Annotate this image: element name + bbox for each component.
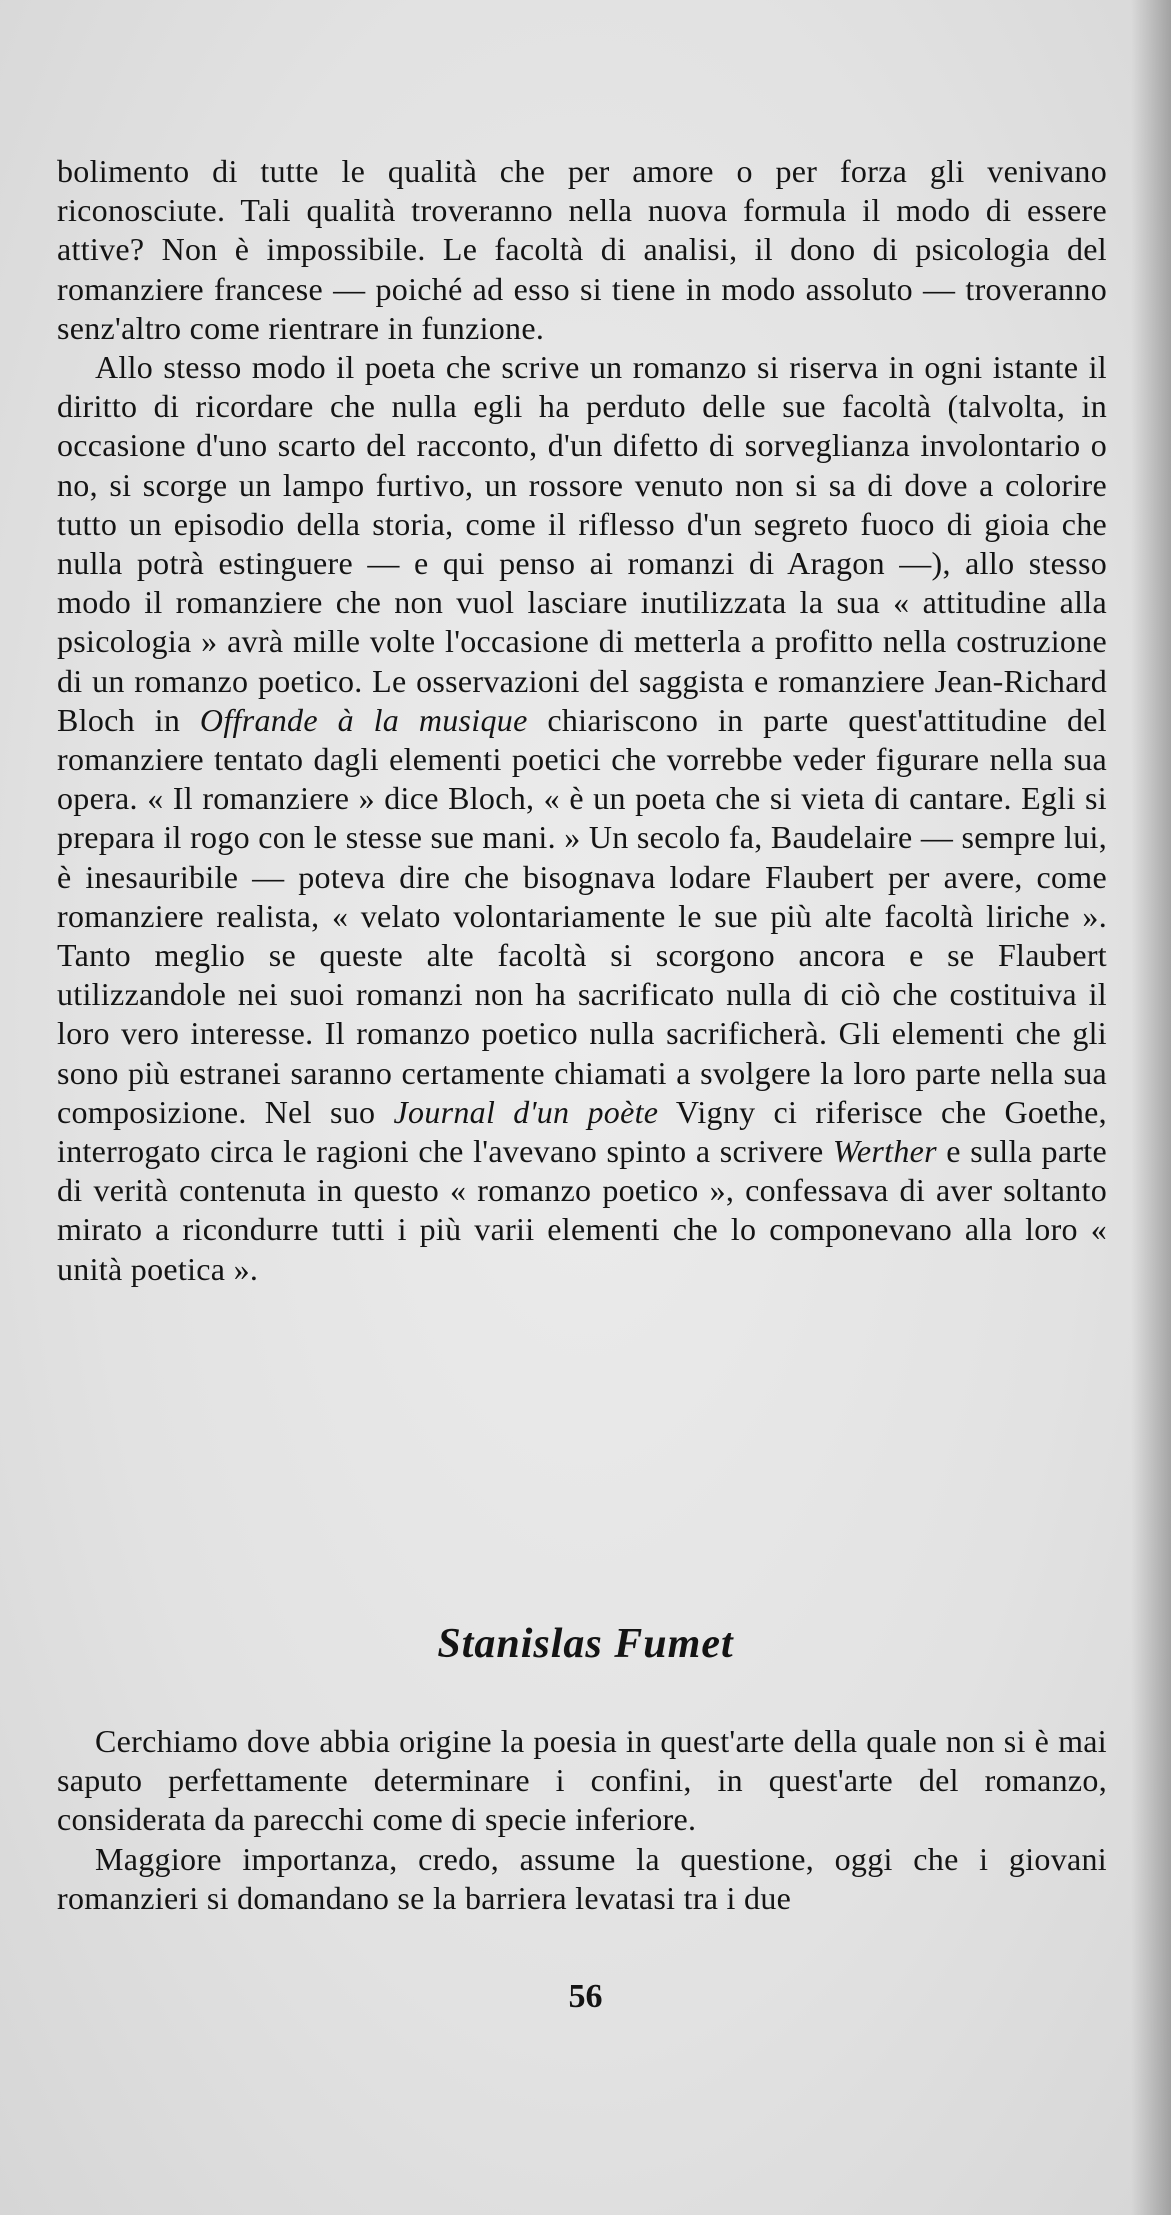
text-section-1 [57, 152, 1107, 1289]
paragraph: Maggiore importanza, credo, assume la questione, oggi che i giovani romanzieri si domandano se la barriera levatasi tra i due [57, 1840, 1107, 1916]
paragraph: Cerchiamo dove abbia origine la poesia in quest'arte della quale non si è mai saputo perfettamente determinare i confini, in quest'arte del romanzo, considerata da parecchi come di specie inferiore. [57, 1723, 1107, 1838]
book-title-italic: Werther [832, 1133, 937, 1170]
page-edge-shadow [1131, 0, 1171, 2215]
paragraph-text: Vigny ci riferisce che Goethe, interrogato circa le ragioni che l'avevano spinto a scrivere [57, 1093, 1107, 1170]
paragraph-text: e sulla parte di verità contenuta in questo « romanzo poetico », confessava di aver soltanto mirato a ricondurre tutti i più varii elementi che lo componevano alla loro « unità poetica ». [57, 1133, 1107, 1287]
book-title-italic: Journal d'un poète [393, 1093, 659, 1130]
paragraph [57, 348, 1107, 1289]
paragraph-text: chiariscono in parte quest'attitudine del romanziere tentato dagli elementi poetici che vorrebbe veder figurare nella sua opera. « Il romanziere » dice Bloch, « è un poeta che si vieta di cantare. Egli si prepara il rogo con le stesse sue mani. » Un secolo fa, Baudelaire — sempre lui, è inesauribile — poteva dire che bisognava lodare Flaubert per avere, come romanziere realista, « velato volontariamente le sue più alte facoltà liriche ». Tanto meglio se queste alte facoltà si scorgono ancora e se Flaubert utilizzandole nei suoi romanzi non ha sacrificato nulla di ciò che costituiva il loro vero interesse. Il romanzo poetico nulla sacrificherà. Gli elementi che gli sono più estranei saranno certamente chiamati a svolgere la loro parte nella sua composizione. Nel suo [57, 701, 1107, 1130]
page-number: 56 [568, 1978, 603, 2015]
book-title-italic: Offrande à la musique [199, 701, 528, 738]
section-heading: Stanislas Fumet [437, 1621, 734, 1667]
paragraph-text: Allo stesso modo il poeta che scrive un romanzo si riserva in ogni istante il diritto di ricordare che nulla egli ha perduto delle sue facoltà (talvolta, in occasione d'uno scarto del racconto, d'un difetto di sorveglianza involontario o no, si scorge un lampo furtivo, un rossore venuto non si sa di dove a colorire tutto un episodio della storia, come il riflesso d'un segreto fuoco di gioia che nulla potrà estinguere — e qui penso ai romanzi di Aragon —), allo stesso modo il romanziere che non vuol lasciare inutilizzata la sua « attitudine alla psicologia » avrà mille volte l'occasione di metterla a profitto nella costruzione di un romanzo poetico. Le osservazioni del saggista e romanziere Jean-Richard Bloch in [57, 349, 1107, 738]
text-section-2 [57, 1722, 1107, 1918]
paragraph: bolimento di tutte le qualità che per amore o per forza gli venivano riconosciute. Tali qualità troveranno nella nuova formula il modo di essere attive? Non è impossibile. Le facoltà di analisi, il dono di psicologia del romanziere francese — poiché ad esso si tiene in modo assoluto — troveranno senz'altro come rientrare in funzione. [57, 153, 1107, 346]
